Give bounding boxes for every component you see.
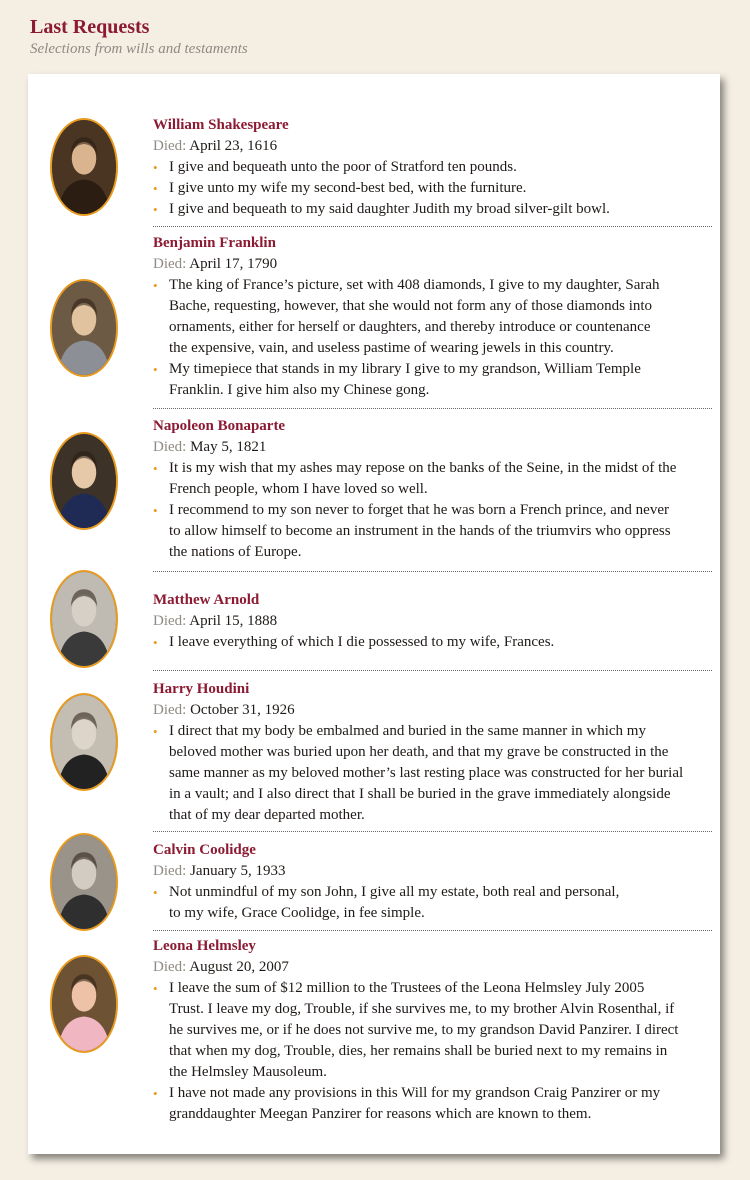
died-value: August 20, 2007: [186, 959, 289, 975]
bequest-item: [153, 178, 708, 199]
died-label: Died:: [153, 613, 187, 629]
bequest-line: in a vault; and I also direct that I shall be buried in the grave immediately alongside: [169, 786, 671, 802]
bequest-list: [153, 978, 708, 1125]
portrait-image: [50, 693, 118, 791]
portrait-image: [50, 118, 118, 216]
death-date: [153, 957, 708, 978]
bequest-line: that when my dog, Trouble, dies, her remains shall be buried next to my remains in: [169, 1043, 668, 1059]
died-value: April 23, 1616: [186, 138, 278, 154]
entry-text: [153, 591, 708, 653]
bequest-item: [153, 978, 708, 1083]
died-value: April 17, 1790: [186, 256, 278, 272]
death-date: [153, 700, 708, 721]
bequest-line: I leave everything of which I die possessed to my wife, Frances.: [169, 634, 555, 650]
portrait-image: [50, 955, 118, 1053]
died-value: May 5, 1821: [186, 439, 267, 455]
bequest-item: [153, 500, 708, 563]
bequest-item: [153, 458, 708, 500]
bequest-item: [153, 1083, 708, 1125]
bequest-line: beloved mother was buried upon her death, and that my grave be constructed in the: [169, 744, 669, 760]
death-date: [153, 611, 708, 632]
bequest-line: he survives me, or if he does not survive me, to my grandson David Panzirer. I direct: [169, 1022, 679, 1038]
died-label: Died:: [153, 863, 187, 879]
died-value: April 15, 1888: [186, 613, 278, 629]
died-label: Died:: [153, 138, 187, 154]
entry-text: [153, 234, 708, 401]
person-name: Matthew Arnold: [153, 592, 260, 608]
bequest-list: [153, 458, 708, 563]
bequest-line: to allow himself to become an instrument in the hands of the triumvirs who oppress: [169, 523, 671, 539]
person-name: William Shakespeare: [153, 117, 289, 133]
person-name: Benjamin Franklin: [153, 235, 276, 251]
bequest-item: [153, 275, 708, 359]
bequest-line: I recommend to my son never to forget that he was born a French prince, and never: [169, 502, 669, 518]
bequest-item: [153, 882, 708, 924]
bequest-line: I leave the sum of $12 million to the Trustees of the Leona Helmsley July 2005: [169, 980, 645, 996]
page-header: [30, 14, 248, 58]
bequest-line: the expensive, vain, and useless pastime of wearing jewels in this country.: [169, 340, 614, 356]
page-subtitle: Selections from wills and testaments: [30, 41, 248, 57]
bequest-item: [153, 632, 708, 653]
person-name: Harry Houdini: [153, 681, 250, 697]
bequest-line: I give and bequeath to my said daughter Judith my broad silver-gilt bowl.: [169, 201, 610, 217]
bequest-line: My timepiece that stands in my library I give to my grandson, William Temple: [169, 361, 641, 377]
portrait-image: [50, 432, 118, 530]
died-value: October 31, 1926: [186, 702, 295, 718]
entry-text: [153, 116, 708, 220]
bequest-line: The king of France’s picture, set with 408 diamonds, I give to my daughter, Sarah: [169, 277, 660, 293]
death-date: [153, 437, 708, 458]
entry-divider: [153, 670, 712, 671]
death-date: [153, 136, 708, 157]
died-label: Died:: [153, 439, 187, 455]
bequest-line: to my wife, Grace Coolidge, in fee simple.: [169, 905, 425, 921]
portrait-image: [50, 279, 118, 377]
died-value: January 5, 1933: [186, 863, 286, 879]
bequest-line: Not unmindful of my son John, I give all my estate, both real and personal,: [169, 884, 620, 900]
entry-divider: [153, 571, 712, 572]
bequest-list: [153, 882, 708, 924]
portrait-image: [50, 570, 118, 668]
death-date: [153, 254, 708, 275]
bequest-line: It is my wish that my ashes may repose on the banks of the Seine, in the midst of the: [169, 460, 677, 476]
person-name: Calvin Coolidge: [153, 842, 256, 858]
bequest-line: I have not made any provisions in this Will for my grandson Craig Panzirer or my: [169, 1085, 661, 1101]
entry-text: [153, 937, 708, 1125]
bequest-list: [153, 632, 708, 653]
bequest-line: Trust. I leave my dog, Trouble, if she survives me, to my brother Alvin Rosenthal, if: [169, 1001, 675, 1017]
bequest-line: that of my dear departed mother.: [169, 807, 365, 823]
bequest-item: [153, 199, 708, 220]
bequest-list: [153, 721, 708, 826]
bequest-line: I direct that my body be embalmed and buried in the same manner in which my: [169, 723, 646, 739]
page-title: Last Requests: [30, 16, 150, 38]
bequest-item: [153, 721, 708, 826]
bequest-line: I give unto my wife my second-best bed, with the furniture.: [169, 180, 527, 196]
entry-text: [153, 680, 708, 826]
entry-text: [153, 417, 708, 563]
person-name: Leona Helmsley: [153, 938, 256, 954]
bequest-item: [153, 157, 708, 178]
died-label: Died:: [153, 959, 187, 975]
bequest-line: the Helmsley Mausoleum.: [169, 1064, 327, 1080]
entry-divider: [153, 226, 712, 227]
death-date: [153, 861, 708, 882]
entries-card: [28, 74, 720, 1154]
bequest-line: Franklin. I give him also my Chinese gong.: [169, 382, 430, 398]
died-label: Died:: [153, 702, 187, 718]
entry-divider: [153, 831, 712, 832]
bequest-list: [153, 157, 708, 220]
bequest-line: Bache, requesting, however, that she would not form any of those diamonds into: [169, 298, 653, 314]
entry-divider: [153, 930, 712, 931]
bequest-line: I give and bequeath unto the poor of Stratford ten pounds.: [169, 159, 517, 175]
bequest-line: the nations of Europe.: [169, 544, 302, 560]
person-name: Napoleon Bonaparte: [153, 418, 286, 434]
died-label: Died:: [153, 256, 187, 272]
bequest-line: ornaments, either for herself or daughters, and thereby introduce or countenance: [169, 319, 651, 335]
bequest-item: [153, 359, 708, 401]
bequest-line: granddaughter Meegan Panzirer for reasons which are known to them.: [169, 1106, 592, 1122]
portrait-image: [50, 833, 118, 931]
bequest-line: French people, whom I have loved so well.: [169, 481, 428, 497]
entry-text: [153, 841, 708, 924]
bequest-list: [153, 275, 708, 401]
bequest-line: same manner as my beloved mother’s last resting place was constructed for her burial: [169, 765, 684, 781]
entry-divider: [153, 408, 712, 409]
